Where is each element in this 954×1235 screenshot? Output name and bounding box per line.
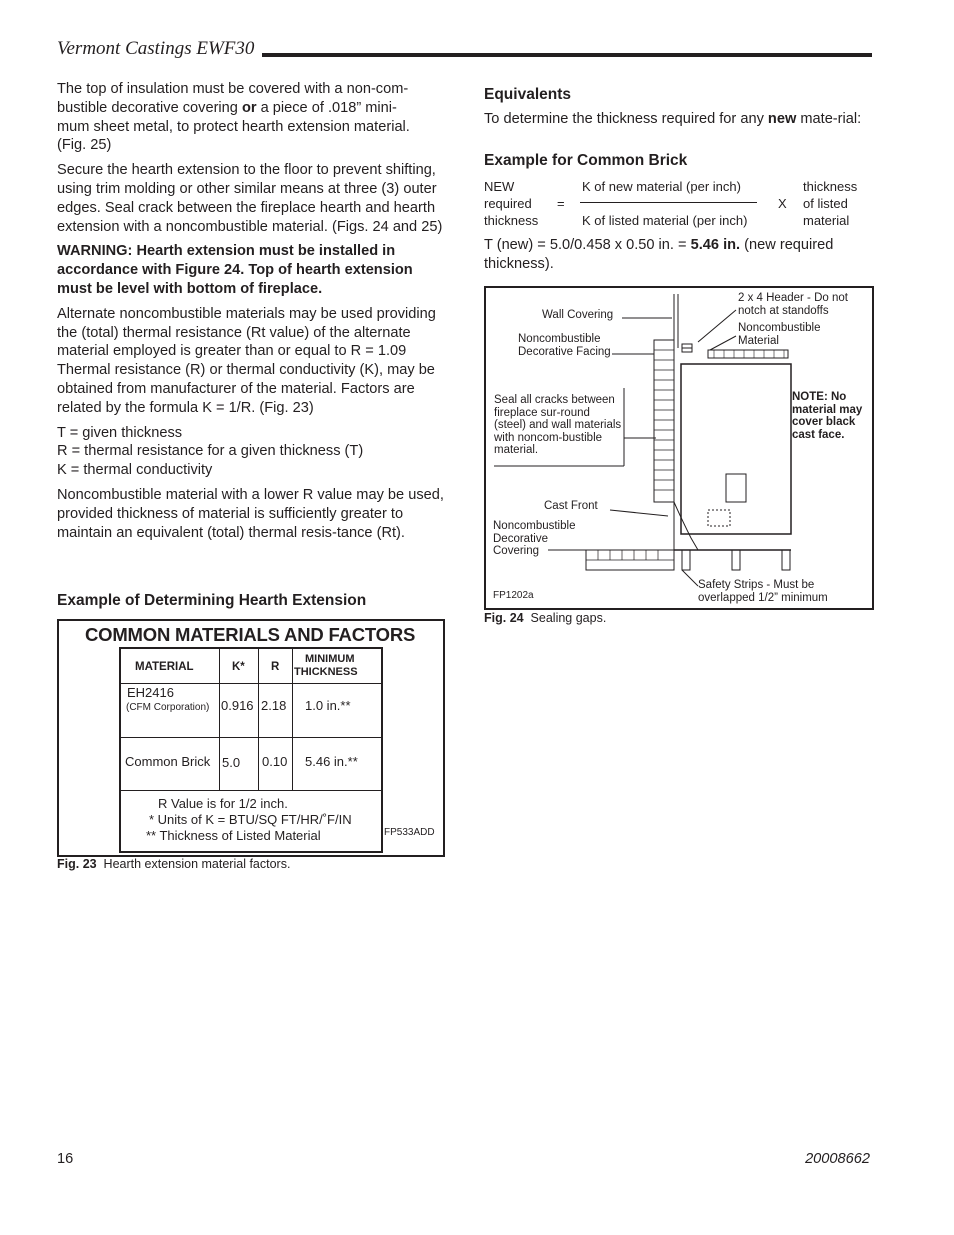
doc-number: 20008662 [805, 1151, 870, 1167]
equivalents-heading: Equivalents [484, 86, 571, 103]
cell-material-sub: (CFM Corporation) [126, 702, 210, 713]
label-nc-covering: Noncombustible Decorative Covering [493, 520, 576, 557]
cell-r-brick: 0.10 [262, 754, 288, 769]
cell-material-brick: Common Brick [125, 754, 211, 769]
definitions: T = given thickness R = thermal resistance for a given thickness (T) K = thermal conductivity [57, 424, 364, 479]
subhead-hearth-extension: Example of Determining Hearth Extension [57, 592, 367, 609]
figure-24-caption: Fig. 24 Sealing gaps. [484, 611, 607, 625]
left-column [57, 80, 445, 548]
paragraph-secure-extension: Secure the hearth extension to the floor to prevent shifting, using trim molding or other similar means at three (3) outer edges. Seal crack between the fireplace hearth and hearth extension with a noncombustible material. (Figs. 24 and 25) [57, 162, 443, 235]
figure-23-caption: Fig. 23 Hearth extension material factors. [57, 857, 291, 871]
formula-equals: = [557, 196, 565, 211]
th-material: MATERIAL [135, 661, 194, 673]
formula-numerator: K of new material (per inch) [582, 179, 741, 194]
fraction-bar [580, 202, 757, 203]
equivalents-text: To determine the thickness required for any new mate-rial: [484, 111, 862, 127]
note-k-units: * Units of K = BTU/SQ FT/HR/˚F/IN [149, 812, 352, 827]
paragraph-insulation-covering: The top of insulation must be covered with a non-com- bustible decorative covering or a piece of .018” mini- mum sheet metal, to protect hearth extension material. (Fig. 25) [57, 81, 410, 154]
formula-right: thickness of listed material [803, 179, 858, 228]
formula-denominator: K of listed material (per inch) [582, 213, 748, 228]
label-nc-material: Noncombustible Material [738, 322, 821, 347]
paragraph-lower-r-value: Noncombustible material with a lower R value may be used, provided thickness of material is sufficiently greater to maintain an equivalent (total) thermal resis-tance (Rt). [57, 486, 444, 541]
th-thickness: THICKNESS [294, 666, 358, 678]
formula-left: NEW required thickness [484, 179, 539, 228]
cell-r-eh2416: 2.18 [261, 698, 287, 713]
label-safety-strips: Safety Strips - Must be overlapped 1/2” minimum [698, 579, 828, 604]
materials-table [119, 647, 383, 853]
th-minimum: MINIMUM [305, 653, 355, 665]
cell-material-eh2416: EH2416 [127, 685, 174, 700]
figure-23-box [57, 619, 445, 857]
label-header: 2 x 4 Header - Do not notch at standoffs [738, 292, 848, 317]
paragraph-alternate-materials: Alternate noncombustible materials may be used providing the (total) thermal resistance (Rt value) of the alternate material employed is greater than or equal to R = 1.09 Thermal resistance (R) or thermal conductivity (K), may be obtained from manufacturer of the material. Factors are related by the formula K = 1/R. (Fig. 23) [57, 305, 436, 416]
figure-24-code: FP1202a [493, 590, 534, 601]
warning-paragraph: WARNING: Hearth extension must be installed in accordance with Figure 24. Top of hearth extension must be level with bottom of fireplace. [57, 243, 413, 297]
figure-23-code: FP533ADD [384, 827, 435, 838]
page-number: 16 [57, 1151, 74, 1167]
formula-multiply: X [778, 196, 787, 211]
cell-k-brick: 5.0 [222, 755, 241, 770]
th-k: K* [232, 661, 245, 673]
t-new-result: T (new) = 5.0/0.458 x 0.50 in. = 5.46 in. (new required thickness). [484, 237, 834, 272]
note-r-value: R Value is for 1/2 inch. [158, 796, 288, 811]
label-cast-front: Cast Front [544, 500, 598, 512]
label-seal-cracks: Seal all cracks between fireplace sur-round (steel) and wall materials with noncom-bustible material. [494, 394, 622, 456]
figure-24-box [484, 286, 874, 610]
label-note: NOTE: No material may cover black cast face. [792, 391, 863, 441]
figure-23-title: COMMON MATERIALS AND FACTORS [85, 624, 416, 645]
note-listed-thickness: ** Thickness of Listed Material [146, 828, 321, 843]
running-header-title: Vermont Castings EWF30 [57, 38, 255, 59]
label-nc-facing: Noncombustible Decorative Facing [518, 333, 611, 358]
cell-thickness-eh2416: 1.0 in.** [305, 698, 351, 713]
common-brick-heading: Example for Common Brick [484, 152, 688, 169]
label-wall-covering: Wall Covering [542, 309, 614, 321]
th-r: R [271, 661, 280, 673]
thickness-formula [484, 178, 874, 233]
header-rule [262, 53, 872, 57]
cell-k-eh2416: 0.916 [221, 698, 254, 713]
cell-thickness-brick: 5.46 in.** [305, 754, 358, 769]
